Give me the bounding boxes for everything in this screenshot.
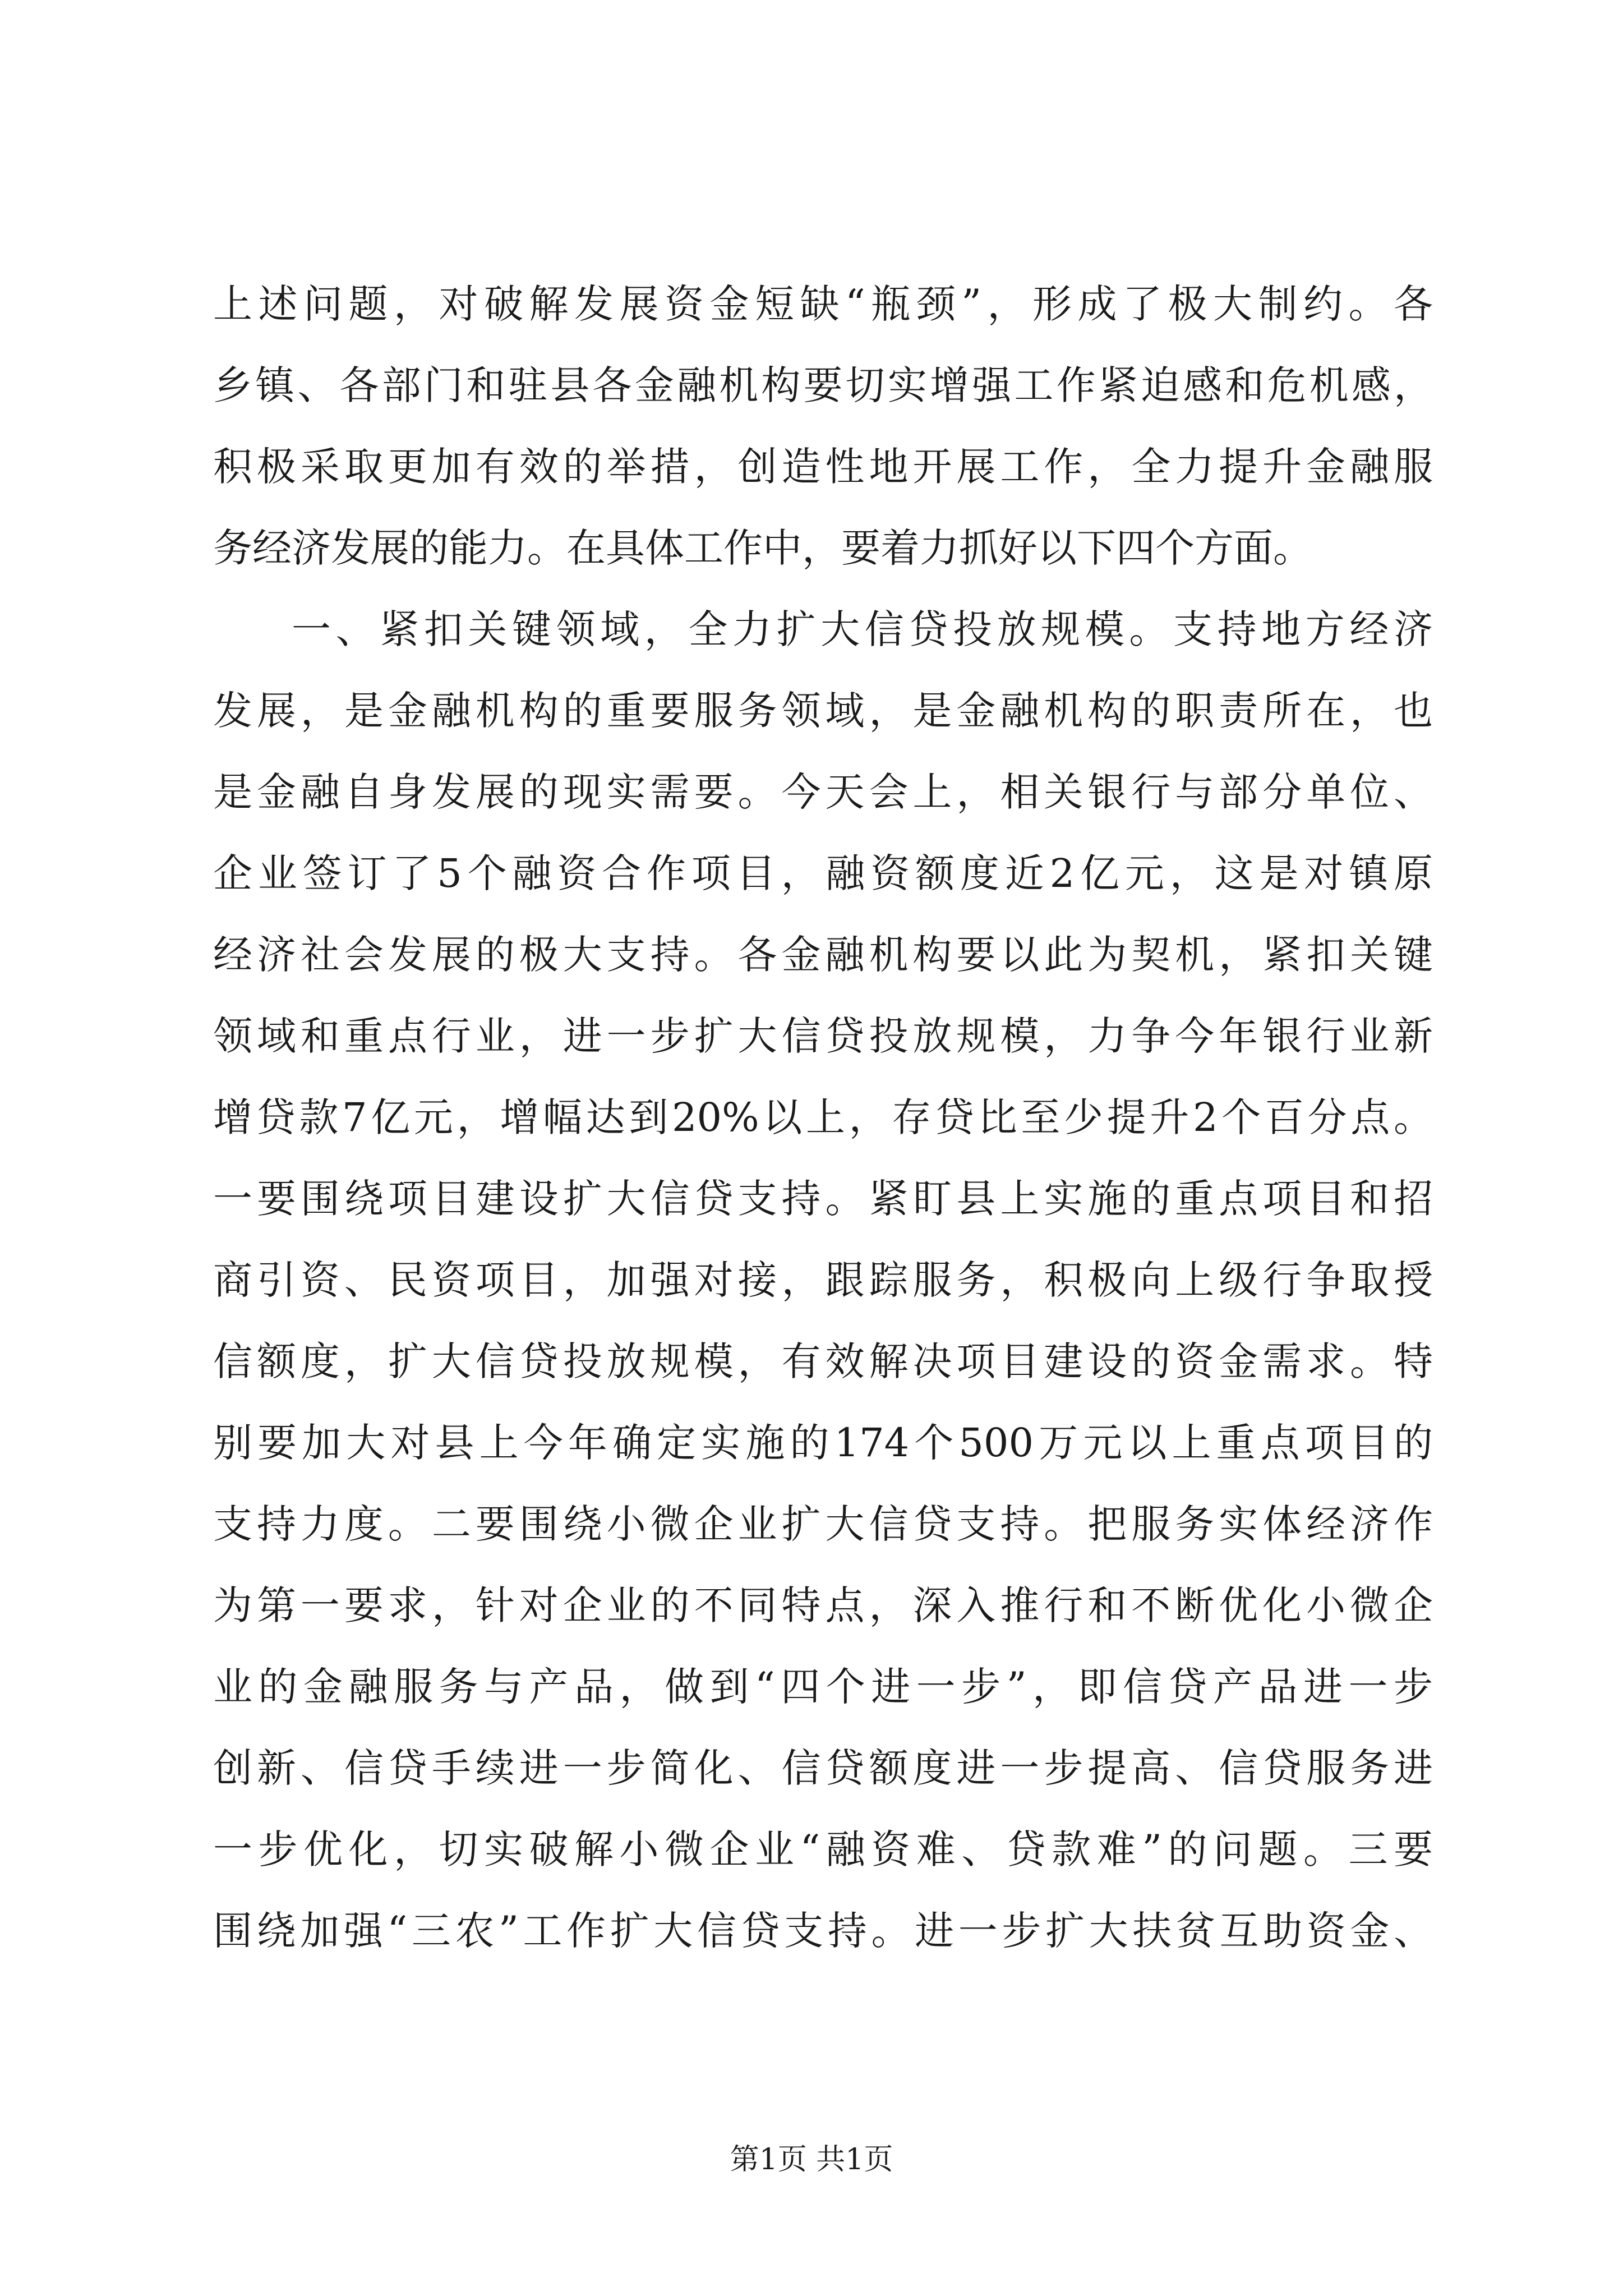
- text-line: 企业签订了5个融资合作项目，融资额度近2亿元，这是对镇原: [213, 850, 1433, 896]
- text-line: 领域和重点行业，进一步扩大信贷投放规模，力争今年银行业新: [213, 1013, 1433, 1059]
- text-line: 务经济发展的能力。在具体工作中，要着力抓好以下四个方面。: [213, 525, 1312, 571]
- text-line: 信额度，扩大信贷投放规模，有效解决项目建设的资金需求。特: [213, 1338, 1433, 1384]
- paragraph-heading-line: 一、紧扣关键领域，全力扩大信贷投放规模。支持地方经济: [292, 606, 1433, 652]
- text-line: 业的金融服务与产品，做到“四个进一步”，即信贷产品进一步: [213, 1664, 1433, 1710]
- text-line: 为第一要求，针对企业的不同特点，深入推行和不断优化小微企: [213, 1582, 1433, 1628]
- text-line: 增贷款7亿元，增幅达到20%以上，存贷比至少提升2个百分点。: [213, 1094, 1433, 1140]
- text-line: 支持力度。二要围绕小微企业扩大信贷支持。把服务实体经济作: [213, 1501, 1433, 1547]
- text-line: 一要围绕项目建设扩大信贷支持。紧盯县上实施的重点项目和招: [213, 1176, 1433, 1222]
- text-line: 是金融自身发展的现实需要。今天会上，相关银行与部分单位、: [213, 769, 1433, 815]
- text-line: 乡镇、各部门和驻县各金融机构要切实增强工作紧迫感和危机感，: [213, 362, 1433, 408]
- document-body: [213, 264, 1433, 1972]
- page-number-footer: 第1页 共1页: [730, 2143, 893, 2177]
- text-line: 发展，是金融机构的重要服务领域，是金融机构的职责所在，也: [213, 688, 1433, 734]
- text-line: 创新、信贷手续进一步简化、信贷额度进一步提高、信贷服务进: [213, 1745, 1433, 1791]
- text-line: 上述问题，对破解发展资金短缺“瓶颈”，形成了极大制约。各: [213, 281, 1433, 327]
- text-line: 经济社会发展的极大支持。各金融机构要以此为契机，紧扣关键: [213, 932, 1433, 978]
- text-line: 一步优化，切实破解小微企业“融资难、贷款难”的问题。三要: [213, 1826, 1433, 1872]
- text-line: 商引资、民资项目，加强对接，跟踪服务，积极向上级行争取授: [213, 1257, 1433, 1303]
- text-line: 积极采取更加有效的举措，创造性地开展工作，全力提升金融服: [213, 444, 1433, 490]
- text-line: 围绕加强“三农”工作扩大信贷支持。进一步扩大扶贫互助资金、: [213, 1908, 1433, 1954]
- text-line: 别要加大对县上今年确定实施的174个500万元以上重点项目的: [213, 1420, 1433, 1466]
